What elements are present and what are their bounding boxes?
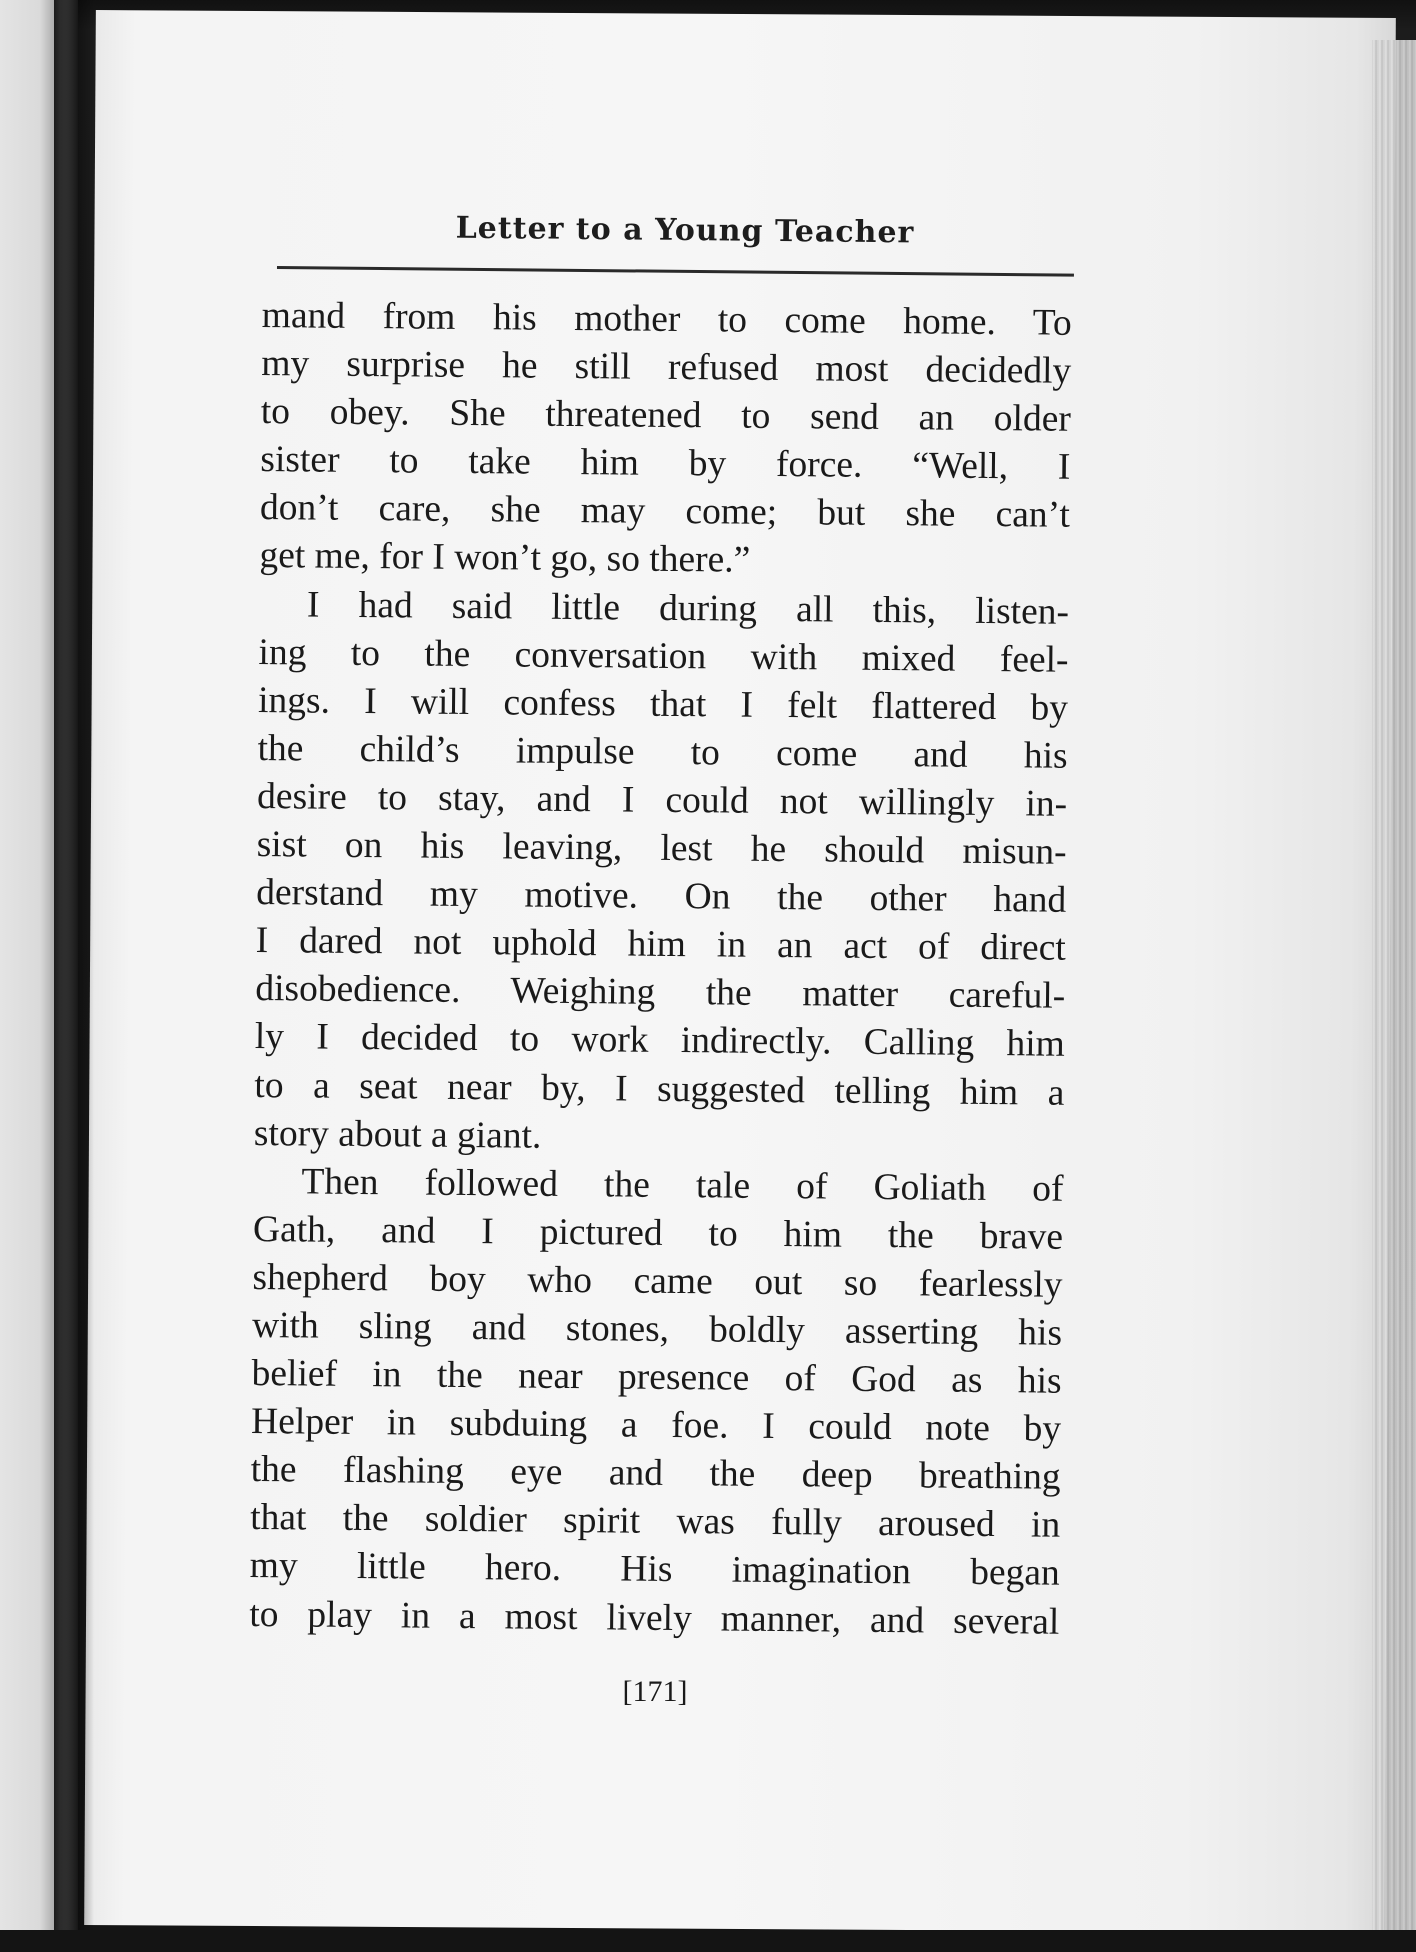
- text-line: ing to the conversation with mixed feel-: [258, 631, 1069, 681]
- text-line: Helper in subduing a foe. I could note by: [250, 1401, 1062, 1450]
- scan-bottom-edge: [0, 1930, 1416, 1952]
- text-line: Gath, and I pictured to him the brave: [252, 1208, 1064, 1258]
- text-line: the child’s impulse to come and his: [257, 727, 1068, 777]
- text-line: to obey. She threatened to send an older: [260, 391, 1072, 440]
- gutter-shadow: [54, 0, 94, 1952]
- text-line: mand from his mother to come home. To: [261, 294, 1072, 344]
- text-line: my little hero. His imagination began: [249, 1545, 1060, 1595]
- text-line: my surprise he still refused most decidedly: [261, 343, 1072, 392]
- text-line: to a seat near by, I suggested telling him a: [254, 1064, 1065, 1114]
- text-line: I had said little during all this, listen-: [306, 584, 1070, 633]
- text-line: sist on his leaving, lest he should misun-: [256, 824, 1067, 873]
- running-head: Letter to a Young Teacher: [455, 210, 915, 251]
- text-line: ings. I will confess that I felt flattered by: [257, 679, 1069, 729]
- text-line: Then followed the tale of Goliath of: [301, 1161, 1064, 1210]
- text-line: desire to stay, and I could not willingly in-: [256, 775, 1068, 825]
- text-line: derstand my motive. On the other hand: [256, 872, 1067, 921]
- text-line: don’t care, she may come; but she can’t: [259, 487, 1071, 537]
- text-line: disobedience. Weighing the matter careful-: [255, 968, 1066, 1018]
- page-stack-edge: [1372, 40, 1416, 1940]
- text-line: sister to take him by force. “Well, I: [260, 439, 1071, 489]
- text-line: that the soldier spirit was fully aroused in: [250, 1497, 1061, 1547]
- text-line: belief in the near presence of God as his: [251, 1353, 1062, 1402]
- text-line: story about a giant.: [253, 1112, 542, 1157]
- text-line: to play in a most lively manner, and several: [249, 1593, 1060, 1643]
- page-number: [171]: [622, 1675, 688, 1708]
- text-line: I dared not uphold him in an act of direct: [255, 920, 1066, 969]
- text-line: shepherd boy who came out so fearlessly: [252, 1256, 1063, 1306]
- text-line: with sling and stones, boldly asserting his: [251, 1304, 1063, 1354]
- body-text: [249, 292, 1072, 1646]
- text-line: the flashing eye and the deep breathing: [250, 1449, 1061, 1498]
- text-line: get me, for I won’t go, so there.”: [259, 535, 751, 582]
- text-line: ly I decided to work indirectly. Calling him: [254, 1016, 1066, 1066]
